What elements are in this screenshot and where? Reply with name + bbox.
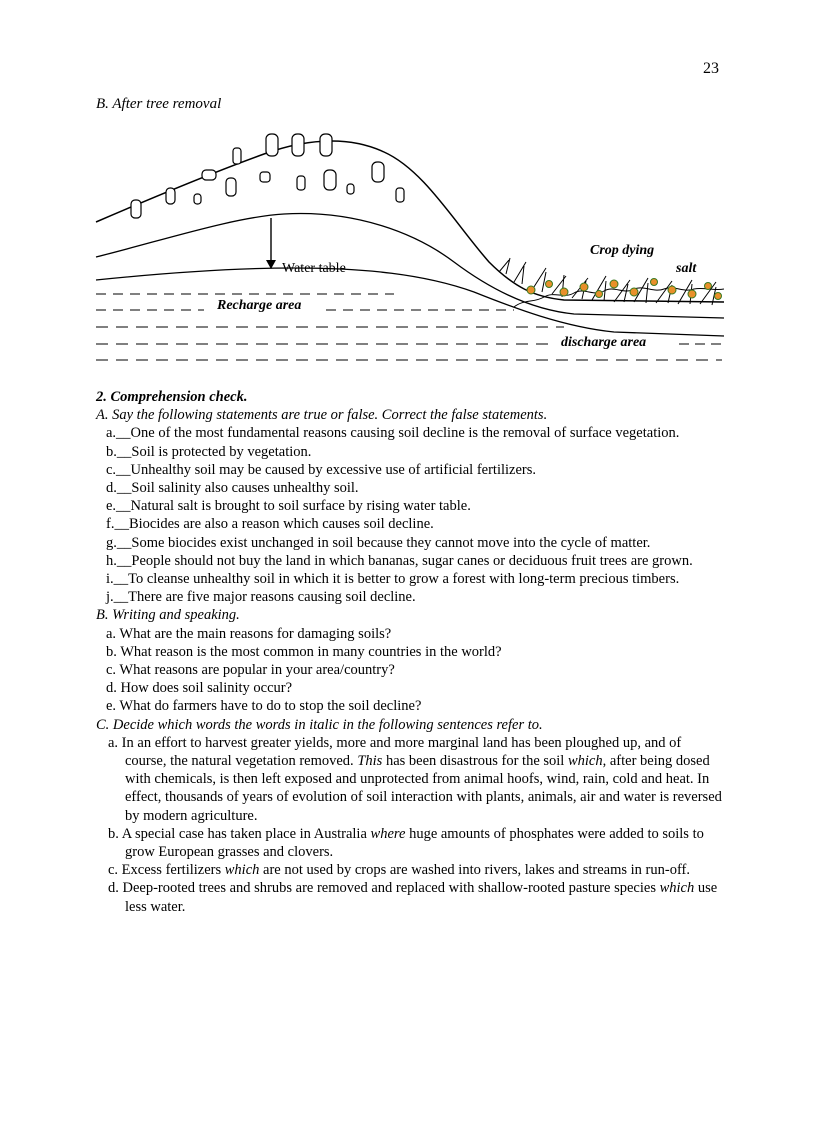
- true-false-item: b.__Soil is protected by vegetation.: [106, 443, 312, 460]
- section-label: B. After tree removal: [96, 96, 222, 112]
- question-item: c. What reasons are popular in your area/country?: [106, 662, 395, 679]
- true-false-item: f.__Biocides are also a reason which causes soil decline.: [106, 516, 434, 533]
- true-false-item: d.__Soil salinity also causes unhealthy soil.: [106, 480, 359, 497]
- question-item: d. How does soil salinity occur?: [106, 680, 293, 697]
- discharge-area-label: discharge area: [558, 335, 649, 351]
- question-item: b. What reason is the most common in many countries in the world?: [106, 643, 502, 660]
- exercise-b-title: B. Writing and speaking.: [96, 607, 240, 624]
- page-number: 23: [703, 60, 719, 77]
- sentence-item: c. Excess fertilizers which are not used by crops are washed into rivers, lakes and streams in run-off.: [108, 862, 690, 879]
- water-table-label: Water table: [282, 261, 346, 276]
- true-false-item: g.__Some biocides exist unchanged in soil because they cannot move into the cycle of matter.: [106, 534, 651, 551]
- comprehension-section: [96, 388, 726, 916]
- salt-label: salt: [676, 261, 697, 276]
- true-false-item: a.__One of the most fundamental reasons causing soil decline is the removal of surface vegetation.: [106, 425, 680, 442]
- comprehension-heading: 2. Comprehension check.: [96, 389, 248, 405]
- sentence-item: b. A special case has taken place in Australia where huge amounts of phosphates were added to soils to grow European grasses and clovers.: [108, 825, 704, 861]
- true-false-item: i.__To cleanse unhealthy soil in which it is better to grow a forest with long-term precious timbers.: [106, 571, 680, 588]
- question-item: a. What are the main reasons for damaging soils?: [106, 625, 392, 642]
- recharge-area-label: Recharge area: [214, 298, 304, 314]
- soil-salinity-diagram: [94, 122, 724, 382]
- true-false-item: h.__People should not buy the land in which bananas, sugar canes or deciduous fruit trees are grown.: [106, 552, 693, 569]
- question-item: e. What do farmers have to do to stop the soil decline?: [106, 698, 422, 715]
- crop-dying-label: Crop dying: [590, 243, 655, 258]
- true-false-item: e.__Natural salt is brought to soil surface by rising water table.: [106, 498, 471, 515]
- true-false-item: j.__There are five major reasons causing soil decline.: [106, 589, 416, 606]
- exercise-c-title: C. Decide which words the words in italic in the following sentences refer to.: [96, 716, 543, 733]
- stumps-group: [131, 134, 404, 218]
- exercise-a-title: A. Say the following statements are true or false. Correct the false statements.: [96, 407, 548, 424]
- sentence-item: a. In an effort to harvest greater yields, more and more marginal land has been ploughed up, and of course, the natural vegetation removed. This has been disastrous for the soil which, after being dosed with chemicals, is then left exposed and unprotected from animal hoofs, wind, rain, cold and heat. In effect, thousands of years of evolution of soil interaction with plants, animals, air and water is reversed by modern agriculture.: [108, 734, 722, 824]
- true-false-item: c.__Unhealthy soil may be caused by excessive use of artificial fertilizers.: [106, 461, 537, 478]
- sentence-item: d. Deep-rooted trees and shrubs are removed and replaced with shallow-rooted pasture species which use less water.: [108, 880, 718, 915]
